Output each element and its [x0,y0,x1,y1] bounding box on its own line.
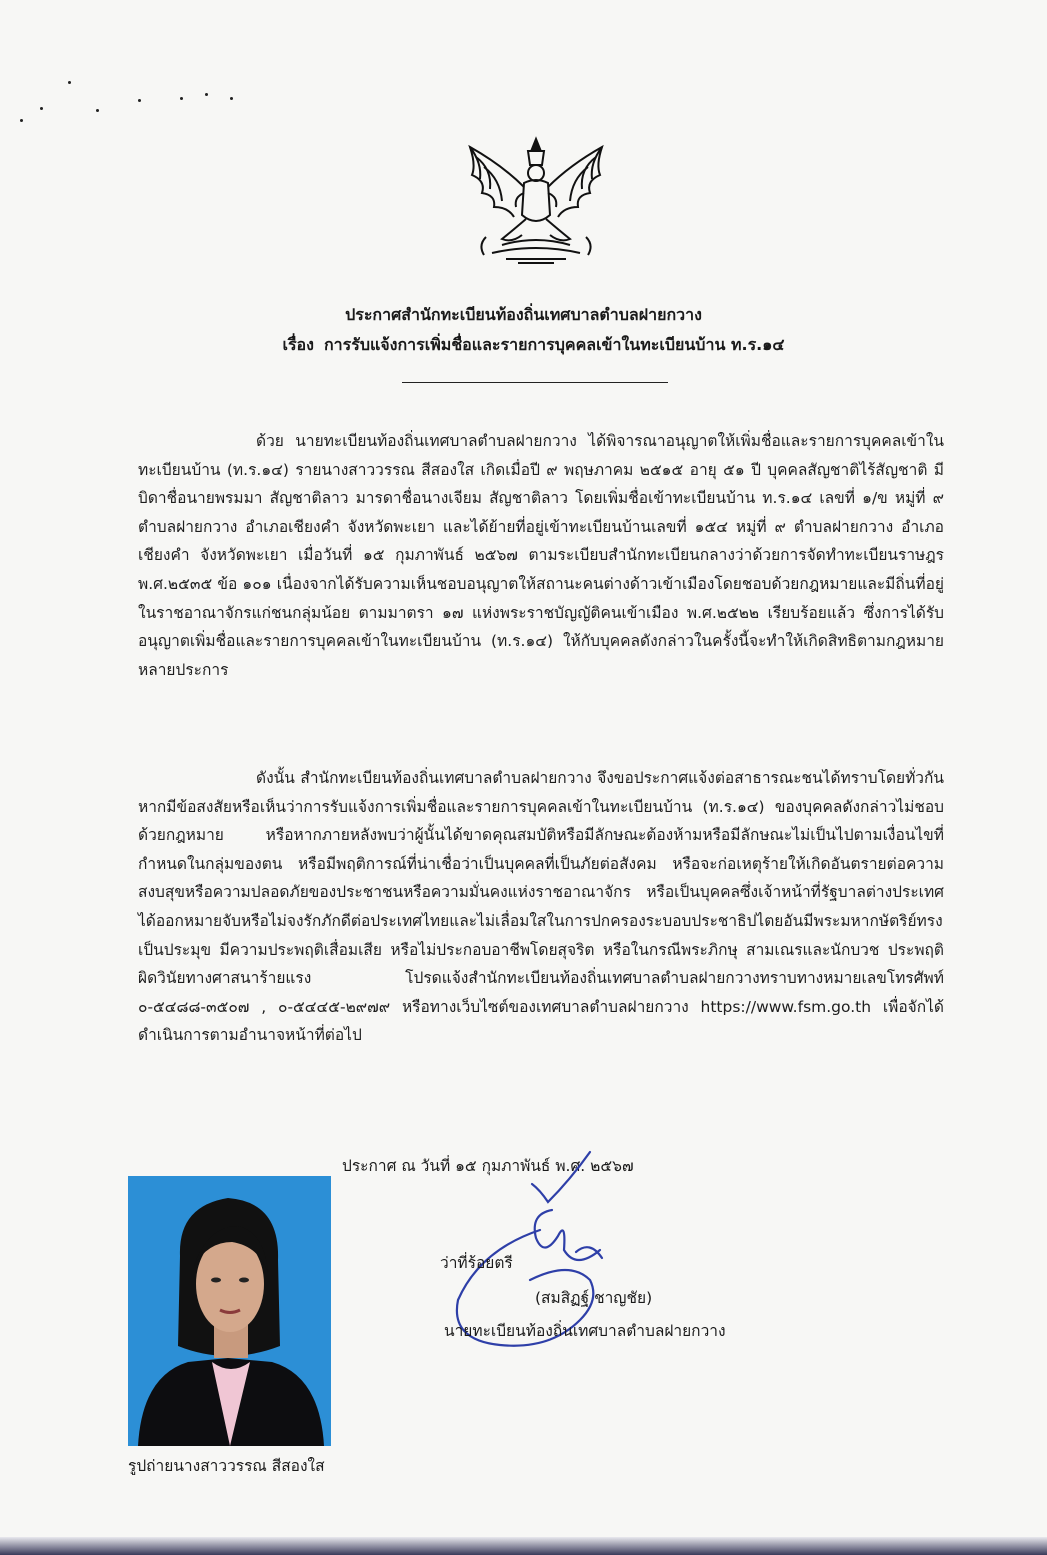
body-paragraph-2 [138,764,944,1050]
portrait-figure [128,1176,331,1446]
announcement-subject-line [20,330,1047,360]
subject-label: เรื่อง [282,335,314,354]
announcement-title: ประกาศสำนักทะเบียนท้องถิ่นเทศบาลตำบลฝายกวาง [345,305,702,324]
body-paragraph-1 [138,427,944,684]
announcement-date: ประกาศ ณ วันที่ ๑๕ กุมภาพันธ์ พ.ศ. ๒๕๖๗ [342,1157,634,1175]
scan-bottom-edge [0,1537,1047,1555]
signer-name: (สมสิฏฐ์ ชาญชัย) [535,1289,653,1307]
signer-rank: ว่าที่ร้อยตรี [440,1254,513,1272]
signer-title: นายทะเบียนท้องถิ่นเทศบาลตำบลฝายกวาง [444,1322,726,1340]
paragraph-1-text: ด้วย นายทะเบียนท้องถิ่นเทศบาลตำบลฝายกวาง ได้พิจารณาอนุญาตให้เพิ่มชื่อและรายการบุคคลเข้าในทะเบียนบ้าน (ท.ร.๑๔) รายนางสาววรรณ สีสองใส เกิดเมื่อปี ๙ พฤษภาคม ๒๕๑๕ อายุ ๕๑ ปี บุคคลสัญชาติไร้สัญชาติ มีบิดาชื่อนายพรมมา สัญชาติลาว มารดาชื่อนางเจียม สัญชาติลาว โดยเพิ่มชื่อเข้าทะเบียนบ้าน ท.ร.๑๔ เลขที่ ๑/ข หมู่ที่ ๙ ตำบลฝายกวาง อำเภอเชียงคำ จังหวัดพะเยา และได้ย้ายที่อยู่เข้าทะเบียนบ้านเลขที่ ๑๕๔ หมู่ที่ ๙ ตำบลฝายกวาง อำเภอเชียงคำ จังหวัดพะเยา เมื่อวันที่ ๑๕ กุมภาพันธ์ ๒๕๖๗ ตามระเบียบสำนักทะเบียนกลางว่าด้วยการจัดทำทะเบียนราษฎร พ.ศ.๒๕๓๕ ข้อ ๑๐๑ เนื่องจากได้รับความเห็นชอบอนุญาตให้สถานะคนต่างด้าวเข้าเมืองโดยชอบด้วยกฎหมายและมีถิ่นที่อยู่ในราชอาณาจักรแก่ชนกลุ่มน้อย ตามมาตรา ๑๗ แห่งพระราชบัญญัติคนเข้าเมือง พ.ศ.๒๕๒๒ เรียบร้อยแล้ว ซึ่งการได้รับอนุญาตเพิ่มชื่อและรายการบุคคลเข้าในทะเบียนบ้าน (ท.ร.๑๔) ให้กับบุคคลดังกล่าวในครั้งนี้จะทำให้เกิดสิทธิตามกฎหมายหลายประการ [138,432,944,679]
garuda-emblem-icon [462,135,610,270]
subject-text: การรับแจ้งการเพิ่มชื่อและรายการบุคคลเข้าในทะเบียนบ้าน ท.ร.๑๔ [323,335,785,354]
scan-specks [20,75,260,125]
portrait-photo [128,1176,331,1446]
heading-underline [402,382,668,383]
paragraph-2-text: ดังนั้น สำนักทะเบียนท้องถิ่นเทศบาลตำบลฝายกวาง จึงขอประกาศแจ้งต่อสาธารณะชนได้ทราบโดยทั่วกัน หากมีข้อสงสัยหรือเห็นว่าการรับแจ้งการเพิ่มชื่อและรายการบุคคลเข้าในทะเบียนบ้าน (ท.ร.๑๔) ของบุคคลดังกล่าวไม่ชอบด้วยกฎหมาย หรือหากภายหลังพบว่าผู้นั้นได้ขาดคุณสมบัติหรือมีลักษณะต้องห้ามหรือมีลักษณะไม่เป็นไปตามเงื่อนไขที่กำหนดในกลุ่มของตน หรือมีพฤติการณ์ที่น่าเชื่อว่าเป็นบุคคลที่เป็นภัยต่อสังคม หรือจะก่อเหตุร้ายให้เกิดอันตรายต่อความสงบสุขหรือความปลอดภัยของประชาชนหรือความมั่นคงแห่งราชอาณาจักร หรือเป็นบุคคลซึ่งเจ้าหน้าที่รัฐบาลต่างประเทศได้ออกหมายจับหรือไม่จงรักภักดีต่อประเทศไทยและไม่เลื่อมใสในการปกครองระบอบประชาธิปไตยอันมีพระมหากษัตริย์ทรงเป็นประมุข มีความประพฤติเสื่อมเสีย หรือไม่ประกอบอาชีพโดยสุจริต หรือในกรณีพระภิกษุ สามเณรและนักบวช ประพฤติผิดวินัยทางศาสนาร้ายแรง โปรดแจ้งสำนักทะเบียนท้องถิ่นเทศบาลตำบลฝายกวางทราบทางหมายเลขโทรศัพท์ ๐-๕๔๘๘-๓๕๐๗ , ๐-๕๔๔๕-๒๙๗๙ หรือทางเว็บไซต์ของเทศบาลตำบลฝายกวาง https://www.fsm.go.th เพื่อจักได้ดำเนินการตามอำนาจหน้าที่ต่อไป [138,769,944,1045]
photo-caption: รูปถ่ายนางสาววรรณ สีสองใส [128,1457,325,1475]
announcement-heading [0,300,1047,360]
